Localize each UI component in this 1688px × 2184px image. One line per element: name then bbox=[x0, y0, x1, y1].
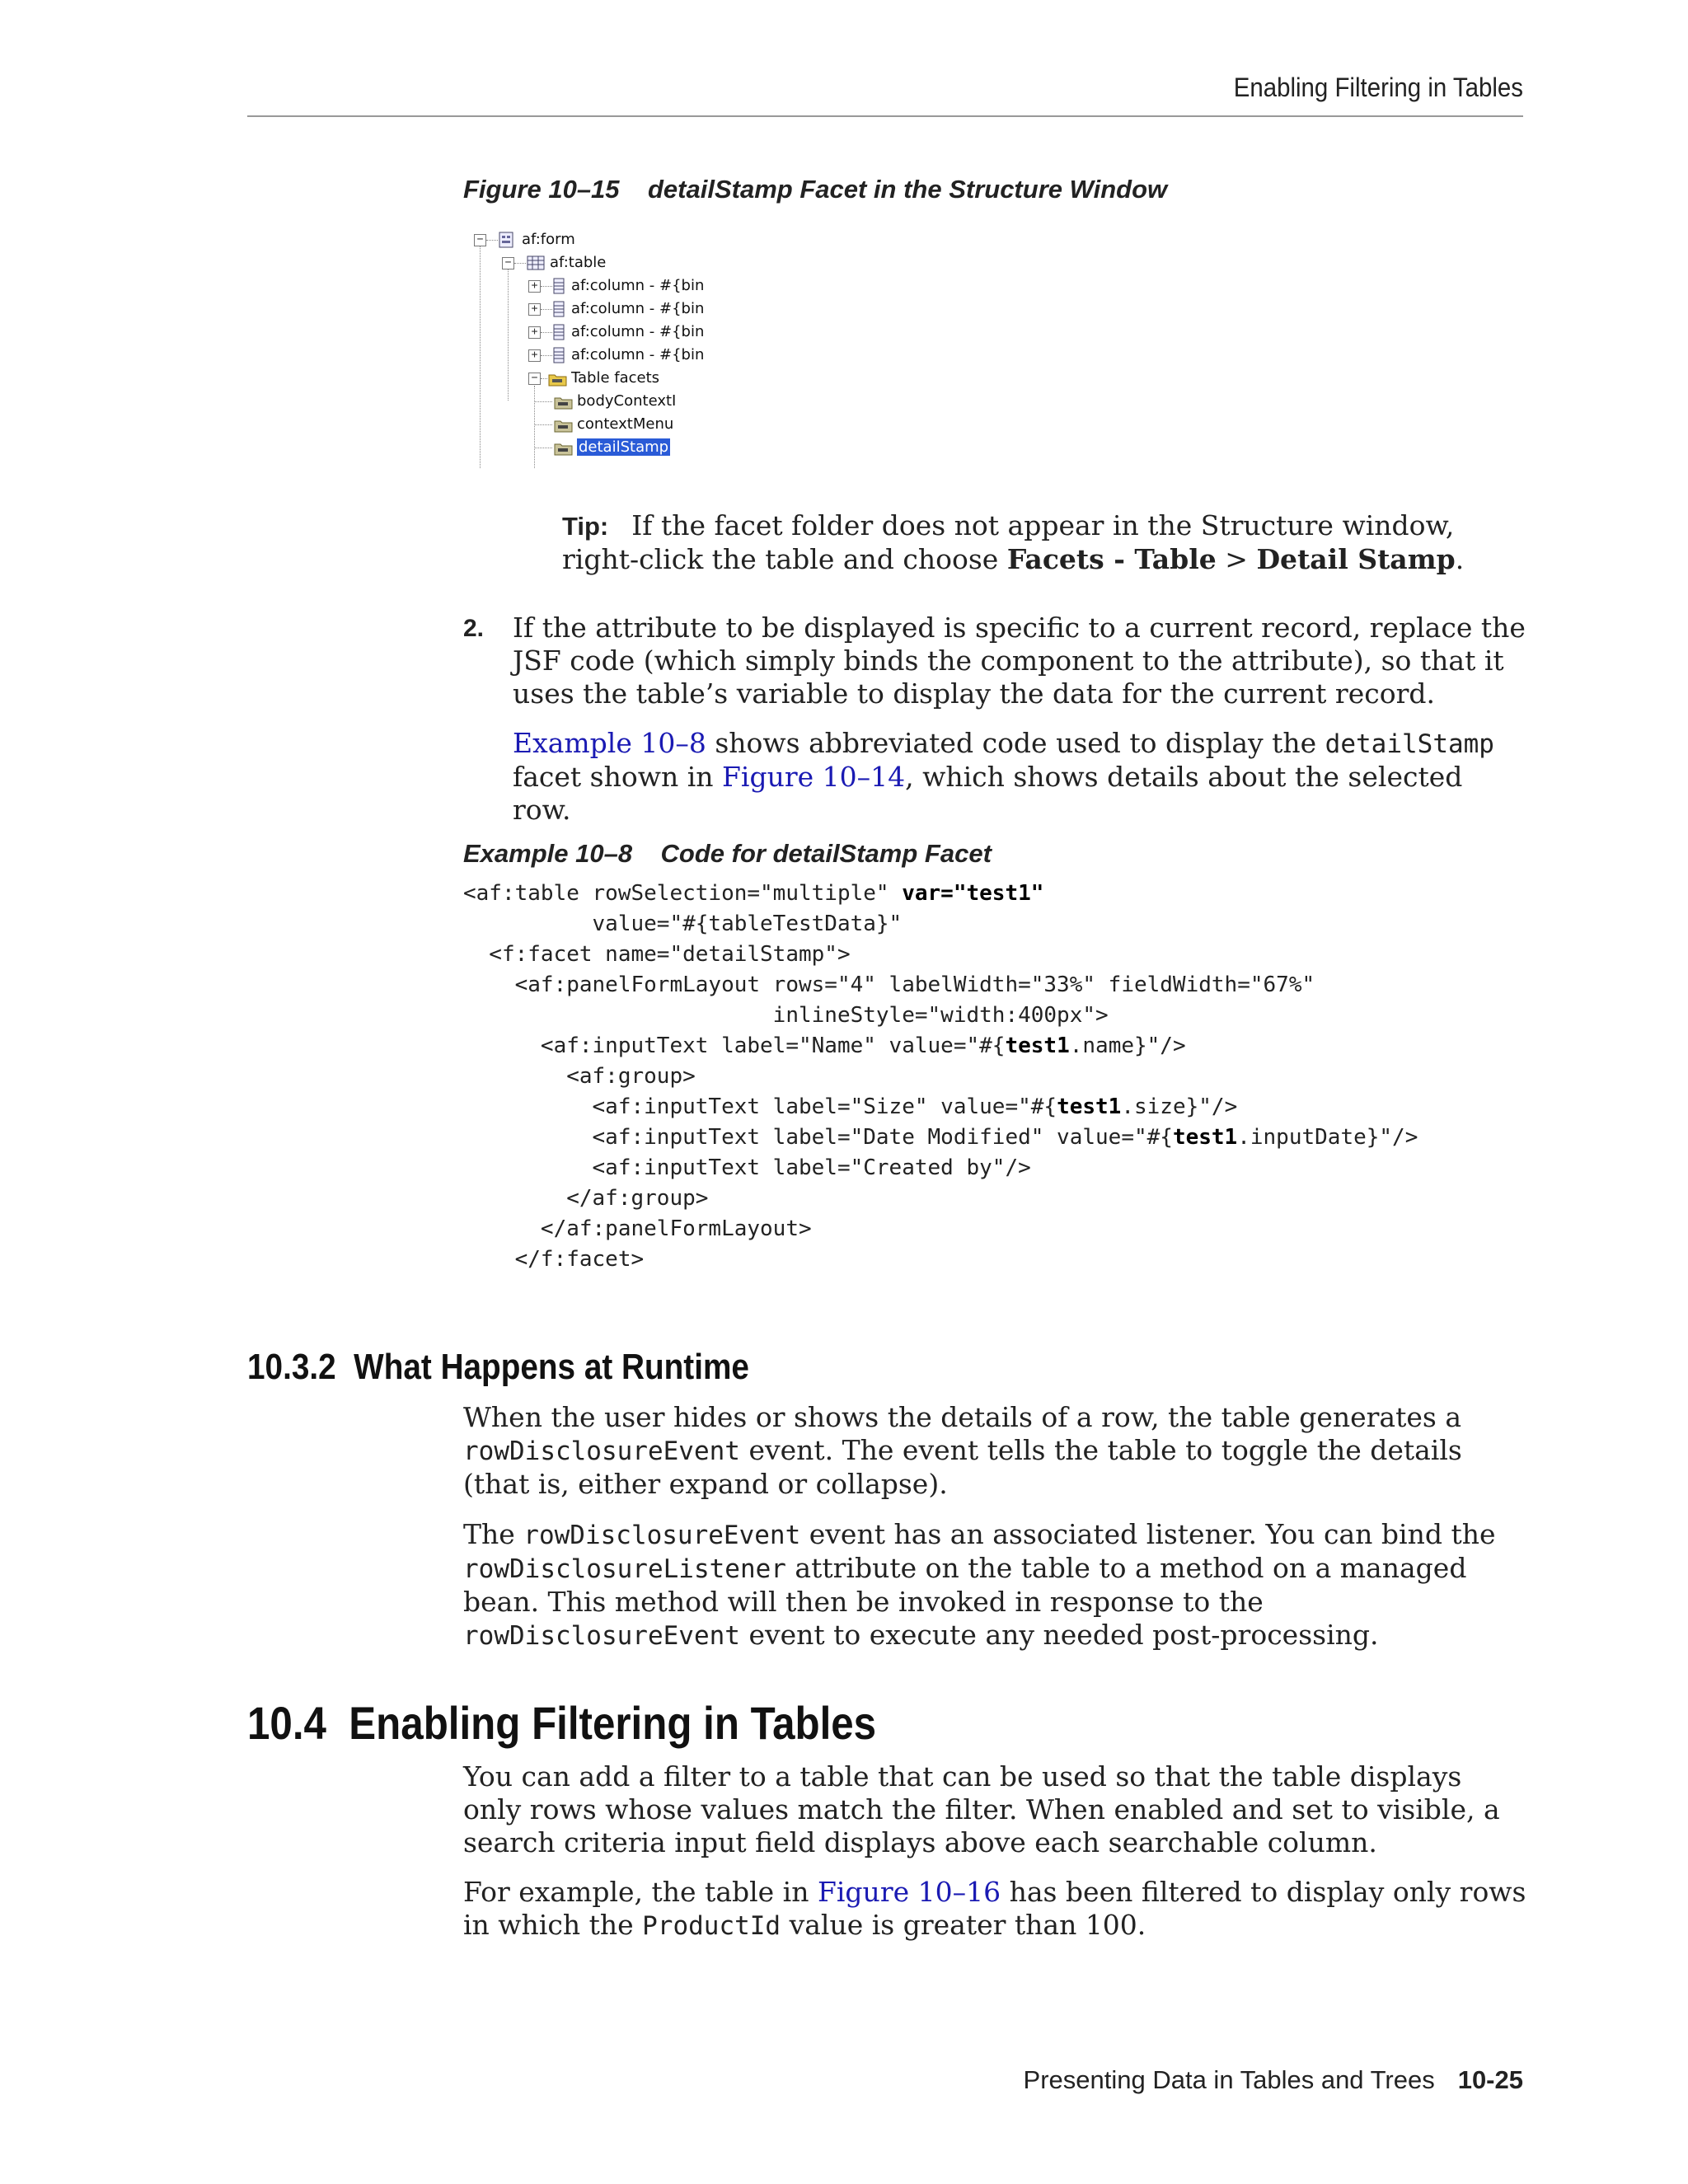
header-rule bbox=[247, 115, 1523, 117]
tree-label: af:table bbox=[550, 254, 607, 271]
tip-menu-path: Facets - Table bbox=[1006, 543, 1217, 575]
footer-chapter: Presenting Data in Tables and Trees bbox=[1023, 2065, 1435, 2094]
figure-caption bbox=[463, 175, 1167, 204]
table-icon bbox=[527, 255, 545, 271]
tip-text: If the facet folder does not appear in the Structure window, right-click the table and choose bbox=[562, 509, 1455, 575]
tree-label-selected: detailStamp bbox=[579, 438, 669, 456]
figure-title: detailStamp Facet in the Structure Window bbox=[648, 175, 1168, 204]
column-icon bbox=[553, 301, 565, 317]
section-heading-10-4: 10.4 Enabling Filtering in Tables bbox=[247, 1697, 877, 1749]
structure-tree bbox=[468, 229, 715, 476]
tree-label: af:column - #{bin bbox=[571, 346, 705, 363]
expand-icon[interactable]: + bbox=[528, 280, 541, 293]
facet-icon bbox=[554, 440, 574, 457]
collapse-icon[interactable]: − bbox=[474, 234, 486, 246]
tree-label: bodyContextI bbox=[577, 392, 677, 410]
tree-label: contextMenu bbox=[577, 415, 674, 433]
figure-link[interactable]: Figure 10–14 bbox=[722, 761, 906, 793]
page-number: 10-25 bbox=[1457, 2065, 1523, 2094]
code-block: <af:table rowSelection="multiple" var="test1" value="#{tableTestData}" <f:facet name="detailStamp"> <af:panelFormLayout rows="4" labelWidth="33%" fieldWidth="67%" inlineStyle="width:400px"> <af:inputText label="Name" value="#{test1.name}"/> <af:group> <af:inputText label="Size" value="#{test1.size}"/> <af:inputText label="Date Modified" value="#{test1.inputDate}"/> <af:inputText label="Created by"/> </af:group> </af:panelFormLayout> </f:facet> bbox=[463, 881, 1418, 1272]
section-heading-10-3-2: 10.3.2 What Happens at Runtime bbox=[247, 1347, 749, 1387]
tip-label: Tip: bbox=[562, 512, 609, 541]
inline-code: detailStamp bbox=[1325, 729, 1494, 759]
folder-icon bbox=[548, 371, 568, 387]
facet-icon bbox=[554, 394, 574, 410]
expand-icon[interactable]: + bbox=[528, 349, 541, 362]
step-text: If the attribute to be displayed is specific to a current record, replace the JSF code (which simply binds the component to the attribute), so that it uses the table’s variable to display the data for the current record. bbox=[513, 612, 1526, 710]
form-icon bbox=[499, 232, 513, 248]
figure-link[interactable]: Figure 10–16 bbox=[817, 1876, 1001, 1908]
facet-icon bbox=[554, 417, 574, 434]
expand-icon[interactable]: + bbox=[528, 326, 541, 339]
paragraph: For example, the table in Figure 10–16 has been filtered to display only rows in which the ProductId value is greater than 100. bbox=[463, 1876, 1526, 1941]
example-number: Example 10–8 bbox=[463, 839, 633, 868]
running-header: Enabling Filtering in Tables bbox=[1233, 73, 1523, 102]
expand-icon[interactable]: + bbox=[528, 303, 541, 316]
tree-label: af:form bbox=[522, 231, 575, 248]
page-footer bbox=[247, 2065, 1523, 2095]
tip-note: Tip: If the facet folder does not appear in the Structure window, right-click the table and choose Facets - Table > Detail Stamp. bbox=[562, 509, 1465, 575]
paragraph: You can add a filter to a table that can be used so that the table displays only rows whose values match the filter. When enabled and set to visible, a search criteria input field displays above each searchable column. bbox=[463, 1760, 1500, 1858]
example-title: Code for detailStamp Facet bbox=[660, 839, 992, 868]
column-icon bbox=[553, 278, 565, 294]
figure-number: Figure 10–15 bbox=[463, 175, 620, 204]
tree-label: af:column - #{bin bbox=[571, 277, 705, 294]
column-icon bbox=[553, 324, 565, 340]
tree-label: Table facets bbox=[571, 369, 660, 387]
tip-menu-item: Detail Stamp bbox=[1256, 543, 1456, 575]
step-paragraph: Example 10–8 shows abbreviated code used to display the detailStamp facet shown in Figure 10–14, which shows details about the selected row. bbox=[513, 727, 1494, 826]
collapse-icon[interactable]: − bbox=[502, 257, 514, 269]
paragraph: When the user hides or shows the details of a row, the table generates a rowDisclosureEvent event. The event tells the table to toggle the details (that is, either expand or collapse). bbox=[463, 1401, 1462, 1500]
collapse-icon[interactable]: − bbox=[528, 373, 541, 385]
step-number: 2. bbox=[463, 615, 485, 642]
column-icon bbox=[553, 347, 565, 363]
paragraph: The rowDisclosureEvent event has an associated listener. You can bind the rowDisclosureListener attribute on the table to a method on a managed bean. This method will then be invoked in response to the rowDisclosureEvent event to execute any needed post-processing. bbox=[463, 1518, 1496, 1651]
example-caption bbox=[463, 839, 992, 869]
tree-label: af:column - #{bin bbox=[571, 300, 705, 317]
tree-label: af:column - #{bin bbox=[571, 323, 705, 340]
example-link[interactable]: Example 10–8 bbox=[513, 727, 706, 759]
